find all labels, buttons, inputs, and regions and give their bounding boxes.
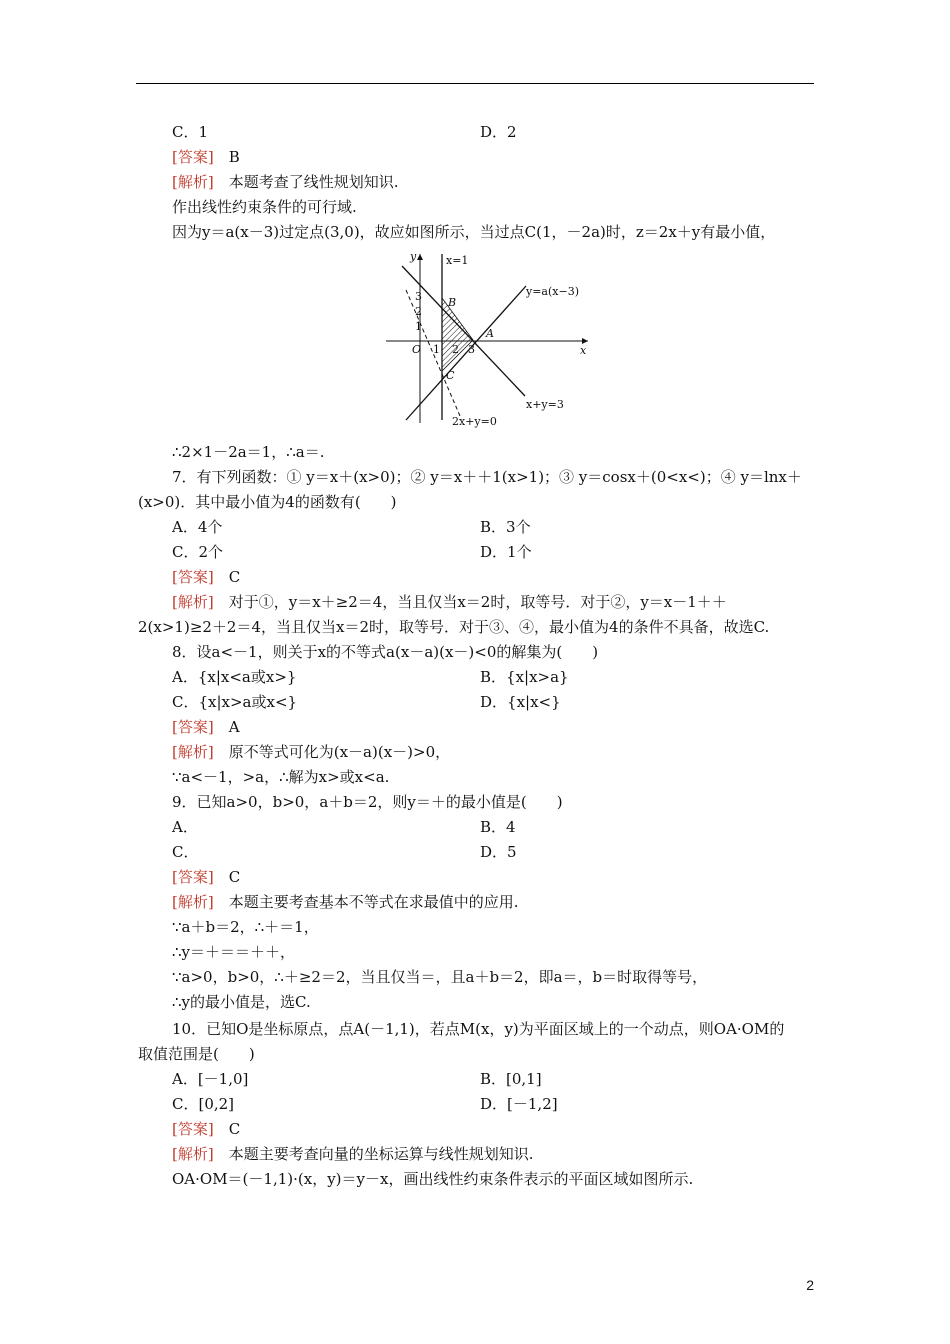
- q7-explanation-2: 2(x>1)≥2＋2＝4，当且仅当x＝2时，取等号．对于③、④，最小值为4的条件不具备，故选C.: [138, 618, 770, 636]
- q10-option-b: B．[0,1]: [480, 1070, 542, 1088]
- explanation-tag: [解析]: [172, 893, 214, 911]
- y-tick-3: 3: [415, 290, 422, 303]
- q6-line-3: 因为y＝a(x－3)过定点(3,0)，故应如图所示，当过点C(1，－2a)时，z＝2x＋y有最小值，: [172, 223, 776, 241]
- label-x: x: [580, 344, 587, 357]
- q7-option-d: D．1个: [480, 543, 532, 561]
- q8-explanation-2: ∵a<－1，>a，∴解为x>或x<a.: [172, 768, 390, 786]
- q8-explanation-1: [172, 742, 450, 762]
- explanation-tag: [解析]: [172, 743, 214, 761]
- q6-option-c: C．1: [172, 123, 209, 141]
- q9-line-3: ∵a>0，b>0，∴＋≥2＝2，当且仅当＝，且a＋b＝2，即a＝，b＝时取得等号，: [172, 968, 708, 986]
- label-y: y: [410, 250, 417, 263]
- q9-line-2: ∴y＝＋＝＝＋＋，: [172, 943, 296, 961]
- answer-tag: [答案]: [172, 868, 214, 886]
- q9-explanation: [172, 892, 519, 912]
- answer-value: B: [228, 148, 240, 166]
- explanation-text: 原不等式可化为(x－a)(x－)>0，: [228, 743, 451, 761]
- q10-stem-2: 取值范围是( ): [138, 1045, 255, 1063]
- point-b-label: B: [448, 296, 457, 309]
- page-number: 2: [806, 1277, 814, 1293]
- label-origin: O: [412, 343, 422, 356]
- label-2x-plus-y-0: 2x+y=0: [452, 415, 497, 428]
- q10-line-1: OA·OM＝(－1,1)·(x，y)＝y－x，画出线性约束条件表示的平面区域如图所示.: [172, 1170, 694, 1188]
- answer-tag: [答案]: [172, 718, 214, 736]
- x-tick-3: 3: [468, 343, 475, 356]
- y-axis-arrow: [417, 254, 423, 260]
- point-c-label: C: [446, 369, 455, 382]
- point-a-label: A: [486, 327, 494, 340]
- answer-tag: [答案]: [172, 568, 214, 586]
- q9-line-1: ∵a＋b＝2，∴＋＝1，: [172, 918, 319, 936]
- line-y-a-x-3: [406, 286, 526, 420]
- q6-explanation: [172, 172, 399, 192]
- q7-option-c: C．2个: [172, 543, 224, 561]
- feasible-region-graph: [380, 248, 600, 430]
- q10-option-d: D．[－1,2]: [480, 1095, 558, 1113]
- explanation-tag: [解析]: [172, 173, 214, 191]
- q6-option-d: D．2: [480, 123, 517, 141]
- explanation-tag: [解析]: [172, 1145, 214, 1163]
- q10-option-a: A．[－1,0]: [172, 1070, 249, 1088]
- explanation-text: 本题主要考查基本不等式在求最值中的应用.: [228, 893, 519, 911]
- q10-option-c: C．[0,2]: [172, 1095, 235, 1113]
- q8-answer: [172, 717, 240, 737]
- explanation-text: 本题主要考查向量的坐标运算与线性规划知识.: [228, 1145, 534, 1163]
- q9-line-4: ∴y的最小值是，选C.: [172, 993, 311, 1011]
- answer-value: A: [228, 718, 240, 736]
- answer-value: C: [228, 868, 241, 886]
- q9-option-d: D．5: [480, 843, 517, 861]
- x-tick-1: 1: [433, 343, 440, 356]
- q7-stem-2: (x>0)．其中最小值为4的函数有( ): [138, 493, 397, 511]
- explanation-tag: [解析]: [172, 593, 214, 611]
- feasible-region: [442, 298, 473, 371]
- q6-answer: [172, 147, 240, 167]
- answer-tag: [答案]: [172, 1120, 214, 1138]
- q8-option-c: C．{x|x>a或x<}: [172, 693, 298, 711]
- q10-answer: [172, 1119, 240, 1139]
- answer-value: C: [228, 568, 241, 586]
- x-tick-2: 2: [452, 343, 459, 356]
- q9-stem: 9．已知a>0，b>0，a＋b＝2，则y＝＋的最小值是( ): [172, 793, 563, 811]
- q9-option-b: B．4: [480, 818, 516, 836]
- q7-explanation-1: [172, 592, 727, 612]
- q9-answer: [172, 867, 240, 887]
- q10-explanation: [172, 1144, 534, 1164]
- q9-option-c: C．: [172, 843, 199, 861]
- q7-answer: [172, 567, 240, 587]
- q6-line-4: ∴2×1－2a＝1，∴a＝.: [172, 443, 325, 461]
- explanation-text: 本题考查了线性规划知识.: [228, 173, 399, 191]
- q6-line-2: 作出线性约束条件的可行域.: [172, 198, 357, 216]
- explanation-text: 对于①，y＝x＋≥2＝4，当且仅当x＝2时，取等号．对于②，y＝x－1＋＋: [228, 593, 727, 611]
- y-tick-1: 1: [415, 320, 422, 333]
- label-x-equals-1: x=1: [446, 254, 469, 267]
- y-tick-2: 2: [415, 305, 422, 318]
- answer-tag: [答案]: [172, 148, 214, 166]
- q7-stem-1: 7．有下列函数：① y＝x＋(x>0)；② y＝x＋＋1(x>1)；③ y＝cosx＋(0<x<)；④ y＝lnx＋: [172, 468, 802, 486]
- answer-value: C: [228, 1120, 241, 1138]
- q7-option-a: A．4个: [172, 518, 223, 536]
- label-y-a-x-3: y=a(x−3): [526, 285, 579, 298]
- q8-option-a: A．{x|x<a或x>}: [172, 668, 297, 686]
- q8-option-b: B．{x|x>a}: [480, 668, 569, 686]
- header-rule: [136, 83, 814, 84]
- q8-stem: 8．设a<－1，则关于x的不等式a(x－a)(x－)<0的解集为( ): [172, 643, 599, 661]
- q9-option-a: A．: [172, 818, 198, 836]
- label-x-plus-y-3: x+y=3: [526, 398, 564, 411]
- q8-option-d: D．{x|x<}: [480, 693, 561, 711]
- q10-stem-1: 10．已知O是坐标原点，点A(－1,1)，若点M(x，y)为平面区域上的一个动点，则OA·OM的: [172, 1020, 785, 1038]
- q7-option-b: B．3个: [480, 518, 531, 536]
